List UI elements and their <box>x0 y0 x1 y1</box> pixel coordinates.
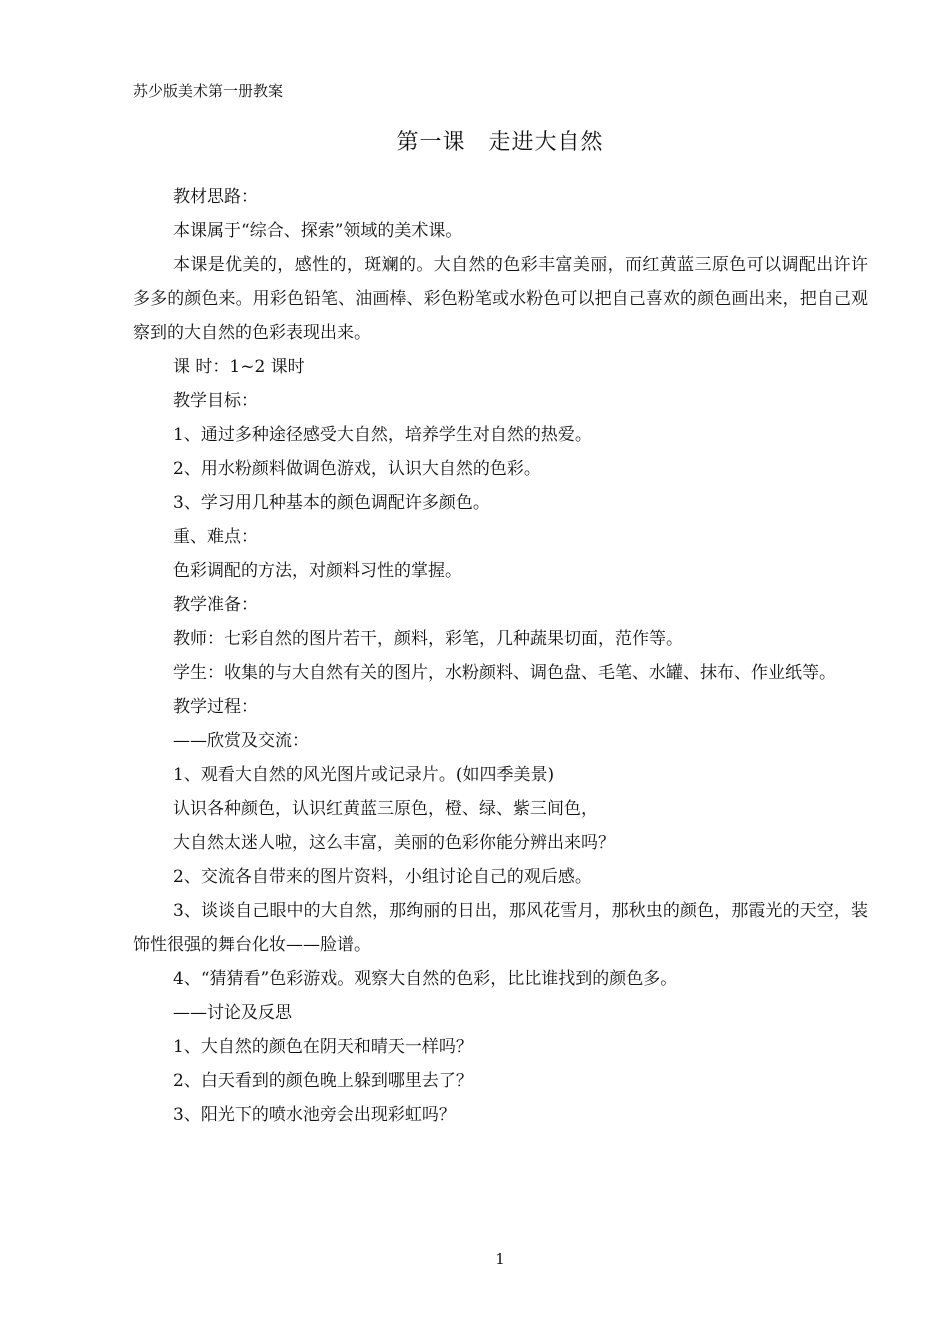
section-heading: 教学过程： <box>173 697 258 717</box>
list-item: 1、大自然的颜色在阴天和晴天一样吗？ <box>173 1037 473 1057</box>
paragraph: 学生：收集的与大自然有关的图片，水粉颜料、调色盘、毛笔、水罐、抹布、作业纸等。 <box>173 663 836 683</box>
text-line: 认识各种颜色，认识红黄蓝三原色，橙、绿、紫三间色， <box>173 799 598 819</box>
section-heading: 重、难点： <box>173 527 258 547</box>
subsection-heading: ——欣赏及交流： <box>173 731 309 751</box>
lesson-title: 第一课 走进大自然 <box>396 130 604 155</box>
list-item: 3、阳光下的喷水池旁会出现彩虹吗？ <box>173 1105 456 1125</box>
paragraph: 3、谈谈自己眼中的大自然，那绚丽的日出，那风花雪月，那秋虫的颜色，那霞光的天空，装饰性很强的舞台化妆——脸谱。 <box>133 901 868 955</box>
section-heading: 教材思路： <box>173 187 258 207</box>
section-heading: 教学准备： <box>173 595 258 615</box>
list-item: 3、学习用几种基本的颜色调配许多颜色。 <box>173 493 490 513</box>
list-item: 2、用水粉颜料做调色游戏，认识大自然的色彩。 <box>173 459 541 479</box>
text-line: 本课属于“综合、探索”领域的美术课。 <box>173 221 463 241</box>
list-item: 1、观看大自然的风光图片或记录片。(如四季美景) <box>173 765 555 785</box>
text-line: 大自然太迷人啦，这么丰富，美丽的色彩你能分辨出来吗？ <box>173 833 615 853</box>
document-header-note: 苏少版美术第一册教案 <box>133 82 284 100</box>
section-heading: 教学目标： <box>173 391 258 411</box>
list-item: 2、交流各自带来的图片资料，小组讨论自己的观后感。 <box>173 867 592 887</box>
list-item: 1、通过多种途径感受大自然，培养学生对自然的热爱。 <box>173 425 592 445</box>
subsection-heading: ——讨论及反思 <box>173 1003 292 1023</box>
text-line: 教师：七彩自然的图片若干，颜料，彩笔，几种蔬果切面，范作等。 <box>173 629 683 649</box>
list-item: 2、白天看到的颜色晚上躲到哪里去了？ <box>173 1071 473 1091</box>
list-item: 4、“猜猜看”色彩游戏。观察大自然的色彩，比比谁找到的颜色多。 <box>173 969 678 989</box>
class-hours: 课 时：1~2 课时 <box>173 357 305 377</box>
page-number: 1 <box>495 1250 505 1268</box>
paragraph: 本课是优美的，感性的，斑斓的。大自然的色彩丰富美丽，而红黄蓝三原色可以调配出许许多多的颜色来。用彩色铅笔、油画棒、彩色粉笔或水粉色可以把自己喜欢的颜色画出来，把自己观察到的大自然的色彩表现出来。 <box>133 255 868 343</box>
lesson-body <box>133 180 868 1132</box>
text-line: 色彩调配的方法，对颜料习性的掌握。 <box>173 561 462 581</box>
